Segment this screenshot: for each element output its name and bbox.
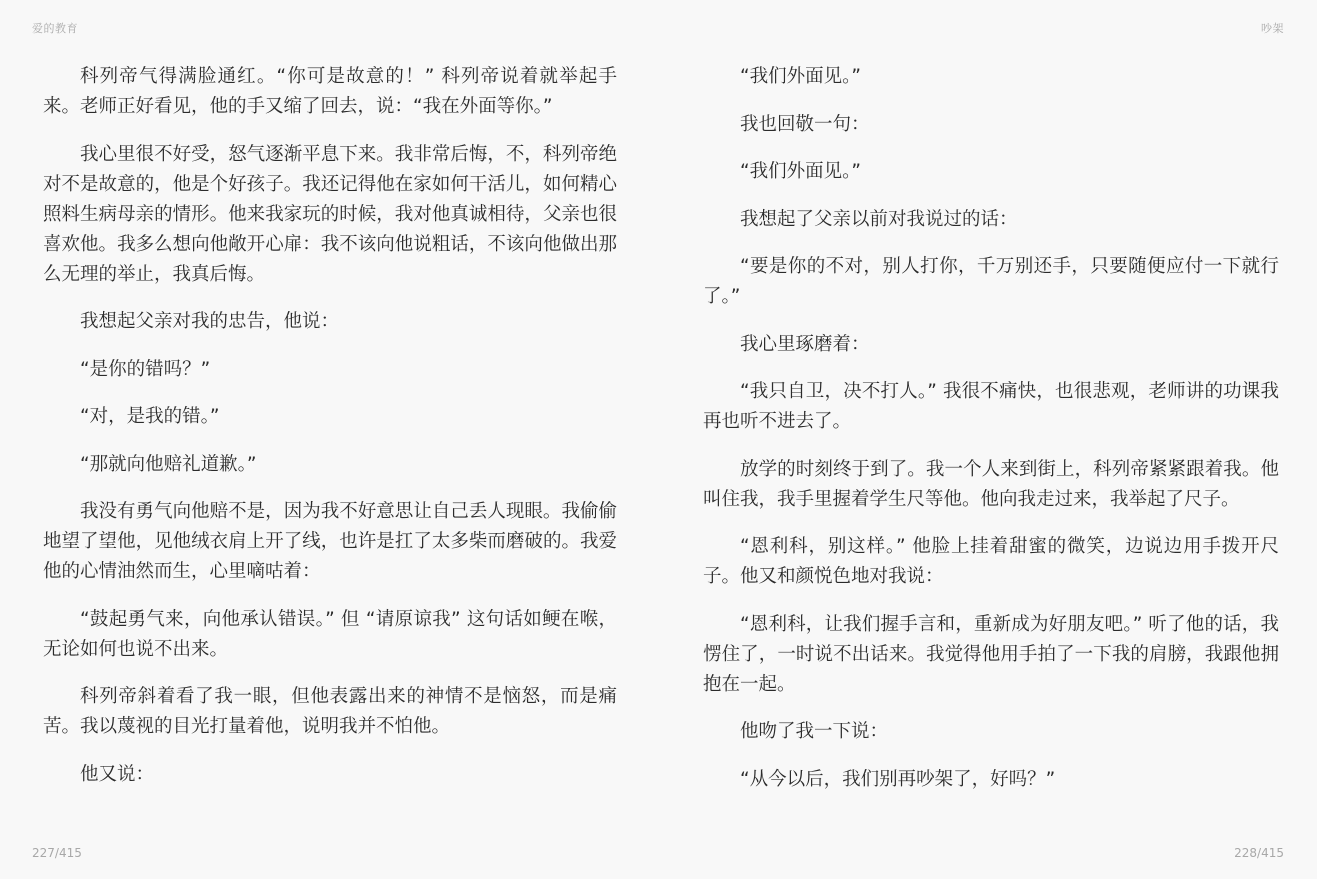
paragraph: 我想起父亲对我的忠告，他说： [80,311,340,332]
paragraph: “要是你的不对，别人打你，千万别还手，只要随便应付一下就行了。” [703,256,1279,307]
paragraph: “鼓起勇气来，向他承认错误。” 但 “请原谅我” 这句话如鲠在喉，无论如何也说不出来。 [43,608,617,660]
paragraph: 放学的时刻终于到了。我一个人来到街上，科列帝紧紧跟着我。他叫住我，我手里握着学生尺等他。他向我走过来，我举起了尺子。 [703,458,1279,510]
paragraph: “我们外面见。” [740,161,861,182]
paragraph: “我只自卫，决不打人。” 我很不痛快，也很悲观，老师讲的功课我再也听不进去了。 [703,381,1279,432]
paragraph: “我们外面见。” [740,66,861,87]
paragraph: 我没有勇气向他赔不是，因为我不好意思让自己丢人现眼。我偷偷地望了望他，见他绒衣肩上开了线，也许是扛了太多柴而磨破的。我爱他的心情油然而生，心里嘀咕着： [43,501,617,582]
book-title-header: 爱的教育 [32,22,78,35]
paragraph: “是你的错吗？” [80,358,211,380]
paragraph: “对，是我的错。” [80,406,220,427]
paragraph: 我心里很不好受，怒气逐渐平息下来。我非常后悔，不，科列帝绝对不是故意的，他是个好孩子。我还记得他在家如何干活儿，如何精心照料生病母亲的情形。他来我家玩的时候，我对他真诚相待，父亲也很喜欢他。我多么想向他敞开心扉：我不该向他说粗话，不该向他做出那么无理的举止，我真后悔。 [43,143,617,285]
right-page-text [703,62,1279,812]
left-page [0,0,658,879]
paragraph: “恩利科，别这样。” 他脸上挂着甜蜜的微笑，边说边用手拨开尺子。他又和颜悦色地对我说： [703,536,1279,587]
paragraph: “恩利科，让我们握手言和，重新成为好朋友吧。” 听了他的话，我愣住了，一时说不出话来。我觉得他用手拍了一下我的肩膀，我跟他拥抱在一起。 [703,613,1279,695]
chapter-title-header: 吵架 [1261,22,1284,35]
paragraph: 我想起了父亲以前对我说过的话： [740,208,1018,230]
left-page-text [43,62,617,807]
paragraph: “那就向他赔礼道歉。” [80,453,257,475]
page-number-left: 227/415 [32,846,82,860]
paragraph: 我也回敬一句： [740,113,870,135]
page-number-right: 228/415 [1234,846,1284,860]
right-page [658,0,1317,879]
paragraph: 他又说： [80,763,155,785]
paragraph: 科列帝气得满脸通红。“你可是故意的！” 科列帝说着就举起手来。老师正好看见，他的手又缩了回去，说：“我在外面等你。” [43,66,617,117]
paragraph: 我心里琢磨着： [740,333,870,355]
paragraph: 科列帝斜着看了我一眼，但他表露出来的神情不是恼怒，而是痛苦。我以蔑视的目光打量着他，说明我并不怕他。 [43,686,617,737]
paragraph: “从今以后，我们别再吵架了，好吗？” [740,768,1056,790]
paragraph: 他吻了我一下说： [740,721,889,742]
